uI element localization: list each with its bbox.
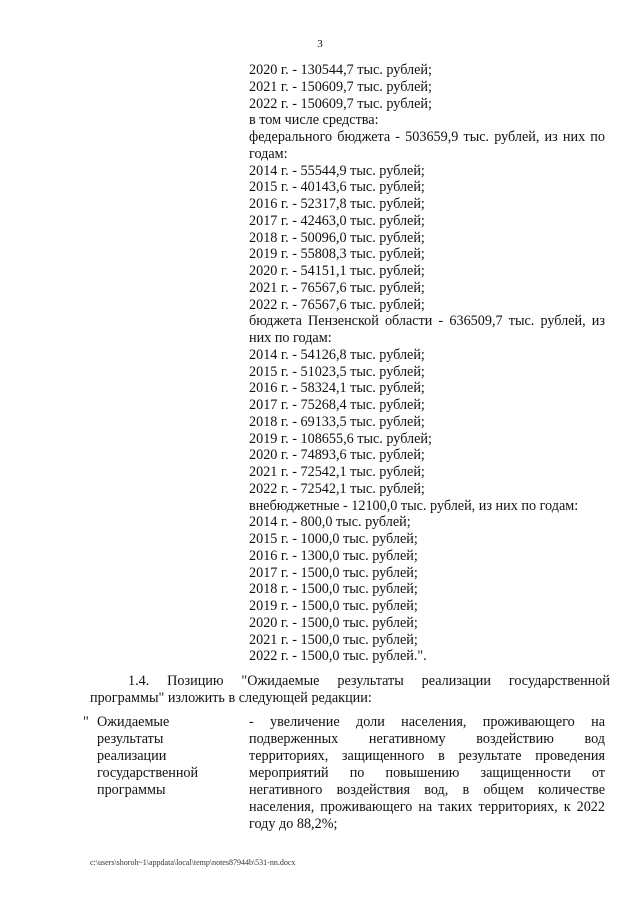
funding-line: 2016 г. - 52317,8 тыс. рублей;	[249, 196, 425, 212]
row-label-line: результаты	[97, 731, 164, 747]
funding-line: 2022 г. - 72542,1 тыс. рублей;	[249, 480, 425, 497]
funding-line: 2022 г. - 1500,0 тыс. рублей.".	[249, 648, 427, 665]
funding-line: 2014 г. - 800,0 тыс. рублей;	[249, 514, 411, 531]
funding-line: 2020 г. - 74893,6 тыс. рублей;	[249, 447, 425, 464]
row-label	[97, 714, 227, 799]
row-label-line: государственной	[97, 765, 199, 781]
funding-line: 2017 г. - 42463,0 тыс. рублей;	[249, 212, 425, 229]
funding-line: 2021 г. - 150609,7 тыс. рублей;	[249, 78, 432, 95]
page-number: 3	[317, 38, 323, 50]
funding-line: 2016 г. - 1300,0 тыс. рублей;	[249, 547, 418, 564]
funding-line: 2020 г. - 130544,7 тыс. рублей;	[249, 62, 432, 78]
row-label-line: Ожидаемые	[97, 714, 170, 730]
funding-line: 2017 г. - 1500,0 тыс. рублей;	[249, 564, 418, 581]
funding-line: 2021 г. - 76567,6 тыс. рублей;	[249, 279, 425, 296]
funding-line: 2015 г. - 40143,6 тыс. рублей;	[249, 179, 425, 196]
paragraph-1-4: 1.4. Позицию "Ожидаемые результаты реализации государственной программы" изложить в следующей редакции:	[90, 673, 610, 706]
footer-file-path: c:\users\shoroh~1\appdata\local\temp\notes87944b\531-nn.docx	[90, 858, 296, 867]
funding-line: 2019 г. - 1500,0 тыс. рублей;	[249, 598, 418, 614]
funding-line: в том числе средства:	[249, 112, 379, 129]
funding-line: федерального бюджета - 503659,9 тыс. рублей, из них по годам:	[249, 129, 605, 162]
row-label-line: программы	[97, 782, 166, 798]
funding-line: 2021 г. - 72542,1 тыс. рублей;	[249, 464, 425, 480]
funding-line: 2022 г. - 150609,7 тыс. рублей;	[249, 95, 432, 112]
funding-line: 2018 г. - 50096,0 тыс. рублей;	[249, 229, 425, 246]
funding-line: 2014 г. - 54126,8 тыс. рублей;	[249, 346, 425, 363]
funding-line: 2020 г. - 1500,0 тыс. рублей;	[249, 614, 418, 631]
opening-quote: "	[83, 714, 89, 730]
row-label-line: реализации	[97, 748, 167, 764]
funding-line: 2018 г. - 69133,5 тыс. рублей;	[249, 413, 425, 430]
funding-line: 2020 г. - 54151,1 тыс. рублей;	[249, 263, 425, 279]
funding-line: 2016 г. - 58324,1 тыс. рублей;	[249, 380, 425, 397]
funding-line: 2019 г. - 108655,6 тыс. рублей;	[249, 430, 432, 447]
funding-line: бюджета Пензенской области - 636509,7 тыс. рублей, из них по годам:	[249, 313, 605, 346]
funding-line: 2015 г. - 1000,0 тыс. рублей;	[249, 531, 418, 547]
funding-line: 2022 г. - 76567,6 тыс. рублей;	[249, 296, 425, 313]
funding-breakdown	[249, 62, 605, 665]
funding-line: 2021 г. - 1500,0 тыс. рублей;	[249, 631, 418, 648]
funding-line: 2014 г. - 55544,9 тыс. рублей;	[249, 162, 425, 179]
row-content: - увеличение доли населения, проживающего на подверженных негативному воздействию вод территориях, защищенного в результате проведения мероприятий по повышению защищенности от негативного воздействия вод, в общем количестве населения, проживающего на таких территориях, к 2022 году до 88,2%;	[249, 714, 605, 832]
funding-line: внебюджетные - 12100,0 тыс. рублей, из них по годам:	[249, 497, 579, 514]
funding-line: 2017 г. - 75268,4 тыс. рублей;	[249, 397, 425, 413]
funding-line: 2019 г. - 55808,3 тыс. рублей;	[249, 246, 425, 263]
funding-line: 2015 г. - 51023,5 тыс. рублей;	[249, 363, 425, 380]
funding-line: 2018 г. - 1500,0 тыс. рублей;	[249, 581, 418, 598]
